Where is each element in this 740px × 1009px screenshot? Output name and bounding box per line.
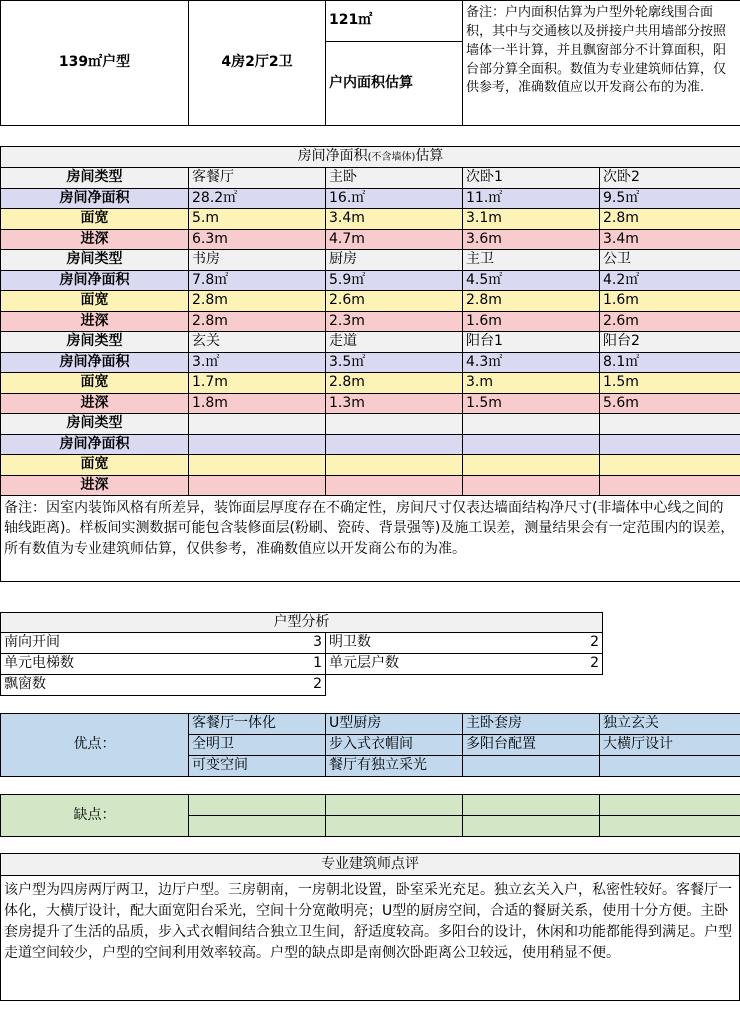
room-table: [0, 146, 740, 582]
pros-item: 可变空间: [189, 756, 326, 777]
room-cell: [189, 455, 326, 476]
pros-item: 全明卫: [189, 735, 326, 756]
room-cell: [189, 414, 326, 435]
review-text: 该户型为四房两厅两卫，边厅户型。三房朝南，一房朝北设置，卧室采光充足。独立玄关入户，私密性较好。客餐厅一体化，大横厅设计，配大面宽阳台采光，空间十分宽敞明亮；U型的厨房空间，合适的餐厨关系，使用十分方便。主卧套房提升了生活的品质，步入式衣帽间结合独立卫生间，舒适度较高。多阳台的设计，休闲和功能都能得到满足。户型走道空间较少，户型的空间利用效率较高。户型的缺点即是南侧次卧距离公卫较远，使用稍显不便。: [1, 876, 740, 1001]
review-title: 专业建筑师点评: [1, 854, 740, 876]
pros-label: 优点：: [1, 714, 189, 777]
room-cell: [326, 434, 463, 455]
room-cell: 5.m: [189, 209, 326, 230]
header-table: [0, 0, 740, 126]
room-cell: [600, 434, 740, 455]
room-section: [0, 146, 740, 582]
unit-type: 139㎡户型: [1, 1, 189, 126]
layout-type: 4房2厅2卫: [189, 1, 326, 126]
room-row-label: 房间净面积: [1, 188, 189, 209]
room-cell: [463, 414, 600, 435]
room-cell: 3.5㎡: [326, 352, 463, 373]
cons-item: [463, 795, 600, 816]
room-row-label: 房间净面积: [1, 270, 189, 291]
room-width-row: [1, 455, 740, 476]
room-cell: 2.8m: [189, 311, 326, 332]
room-cell: 4.5㎡: [463, 270, 600, 291]
room-depth-row: [1, 475, 740, 496]
room-row-label: 面宽: [1, 373, 189, 394]
room-table-title: [1, 147, 740, 168]
cons-item: [326, 795, 463, 816]
room-cell: 28.2㎡: [189, 188, 326, 209]
pros-item: 主卧套房: [463, 714, 600, 735]
room-cell: 阳台1: [463, 332, 600, 353]
room-cell: 1.3m: [326, 393, 463, 414]
room-cell: 主卫: [463, 250, 600, 271]
room-depth-row: [1, 229, 740, 250]
area-label: 户内面积估算: [326, 42, 463, 126]
room-cell: [463, 455, 600, 476]
header-section: [0, 0, 740, 126]
room-cell: 次卧2: [600, 168, 740, 189]
room-row-label: 进深: [1, 229, 189, 250]
room-cell: 3.㎡: [189, 352, 326, 373]
room-cell: 3.1m: [463, 209, 600, 230]
room-area-row: [1, 352, 740, 373]
room-cell: 1.8m: [189, 393, 326, 414]
room-cell: [326, 414, 463, 435]
pros-item: 客餐厅一体化: [189, 714, 326, 735]
room-cell: [189, 475, 326, 496]
area-note: 备注：户内面积估算为户型外轮廓线围合面积，其中与交通核以及拼接户共用墙部分按照墙体一半计算，并且飘窗部分不计算面积，阳台部分算全面积。数值为专业建筑师估算，仅供参考，准确数值应以开发商公布的为准.: [463, 1, 740, 126]
room-row-label: 房间类型: [1, 168, 189, 189]
room-cell: 4.7m: [326, 229, 463, 250]
room-type-row: [1, 250, 740, 271]
room-cell: [463, 475, 600, 496]
cons-item: [600, 795, 740, 816]
room-area-row: [1, 270, 740, 291]
room-title-small: (不含墙体): [367, 152, 416, 164]
cons-table: [0, 794, 740, 837]
analysis-value: 1: [189, 654, 326, 675]
room-width-row: [1, 291, 740, 312]
room-cell: 3.m: [463, 373, 600, 394]
room-cell: 2.3m: [326, 311, 463, 332]
room-cell: 16.㎡: [326, 188, 463, 209]
room-row-label: 面宽: [1, 291, 189, 312]
room-cell: 2.8m: [463, 291, 600, 312]
review-table: [0, 853, 740, 1001]
room-cell: [600, 455, 740, 476]
room-cell: 3.4m: [600, 229, 740, 250]
pros-item: 大横厅设计: [600, 735, 740, 756]
pros-table: [0, 713, 740, 777]
room-row-label: 房间净面积: [1, 434, 189, 455]
room-row-label: 进深: [1, 475, 189, 496]
room-depth-row: [1, 311, 740, 332]
room-cell: 3.6m: [463, 229, 600, 250]
room-cell: 1.6m: [600, 291, 740, 312]
room-body: [1, 168, 740, 496]
room-cell: 7.8㎡: [189, 270, 326, 291]
analysis-value: 2: [463, 633, 603, 654]
room-cell: [326, 475, 463, 496]
room-cell: [463, 434, 600, 455]
cons-item: [189, 795, 326, 816]
analysis-label: 单元电梯数: [1, 654, 189, 675]
analysis-section: [0, 612, 740, 696]
room-row-label: 房间类型: [1, 332, 189, 353]
pros-item: [600, 756, 740, 777]
room-cell: 走道: [326, 332, 463, 353]
cons-label: 缺点：: [1, 795, 189, 837]
room-cell: 1.5m: [463, 393, 600, 414]
room-cell: [600, 475, 740, 496]
room-type-row: [1, 168, 740, 189]
cons-section: [0, 794, 740, 837]
cons-item: [189, 816, 326, 837]
room-cell: 厨房: [326, 250, 463, 271]
room-cell: 5.9㎡: [326, 270, 463, 291]
room-cell: 玄关: [189, 332, 326, 353]
review-section: [0, 853, 740, 1001]
analysis-label: 飘窗数: [1, 675, 189, 696]
analysis-value: 2: [463, 654, 603, 675]
room-row-label: 房间净面积: [1, 352, 189, 373]
room-note: 备注：因室内装饰风格有所差异，装饰面层厚度存在不确定性，房间尺寸仅表达墙面结构净尺寸(非墙体中心线之间的轴线距离)。样板间实测数据可能包含装修面层(粉刷、瓷砖、背景强等)及施工误差，测量结果会有一定范围内的误差，所有数值为专业建筑师估算，仅供参考，准确数值应以开发商公布的为准。: [1, 496, 740, 582]
room-width-row: [1, 373, 740, 394]
room-title-end: 估算: [415, 148, 444, 165]
room-cell: 2.8m: [189, 291, 326, 312]
room-cell: 9.5㎡: [600, 188, 740, 209]
room-cell: 4.3㎡: [463, 352, 600, 373]
room-cell: [326, 455, 463, 476]
room-title-main: 房间净面积: [297, 148, 368, 165]
pros-item: [463, 756, 600, 777]
room-cell: 4.2㎡: [600, 270, 740, 291]
analysis-value: 3: [189, 633, 326, 654]
cons-item: [326, 816, 463, 837]
room-row-label: 进深: [1, 311, 189, 332]
analysis-label: 南向开间: [1, 633, 189, 654]
room-cell: 书房: [189, 250, 326, 271]
pros-item: 独立玄关: [600, 714, 740, 735]
room-row-label: 面宽: [1, 209, 189, 230]
room-cell: 11.㎡: [463, 188, 600, 209]
room-row-label: 进深: [1, 393, 189, 414]
room-cell: 2.8m: [326, 373, 463, 394]
room-depth-row: [1, 393, 740, 414]
room-type-row: [1, 332, 740, 353]
room-row-label: 房间类型: [1, 414, 189, 435]
room-cell: 主卧: [326, 168, 463, 189]
room-cell: 6.3m: [189, 229, 326, 250]
room-cell: 8.1㎡: [600, 352, 740, 373]
pros-item: U型厨房: [326, 714, 463, 735]
cons-item: [600, 816, 740, 837]
area-value: 121㎡: [326, 1, 463, 42]
room-row-label: 房间类型: [1, 250, 189, 271]
room-cell: 客餐厅: [189, 168, 326, 189]
room-cell: 2.6m: [326, 291, 463, 312]
room-cell: 2.8m: [600, 209, 740, 230]
room-cell: 5.6m: [600, 393, 740, 414]
room-width-row: [1, 209, 740, 230]
analysis-empty: [463, 675, 603, 696]
pros-item: 多阳台配置: [463, 735, 600, 756]
analysis-table: [0, 612, 603, 696]
analysis-label: 明卫数: [326, 633, 463, 654]
room-area-row: [1, 434, 740, 455]
room-cell: 1.5m: [600, 373, 740, 394]
room-cell: [189, 434, 326, 455]
room-cell: 1.6m: [463, 311, 600, 332]
room-cell: 1.7m: [189, 373, 326, 394]
pros-section: [0, 713, 740, 777]
room-row-label: 面宽: [1, 455, 189, 476]
analysis-title: 户型分析: [1, 613, 603, 633]
room-cell: 次卧1: [463, 168, 600, 189]
cons-item: [463, 816, 600, 837]
room-cell: [600, 414, 740, 435]
room-cell: 2.6m: [600, 311, 740, 332]
analysis-label: 单元层户数: [326, 654, 463, 675]
room-cell: 3.4m: [326, 209, 463, 230]
room-cell: 公卫: [600, 250, 740, 271]
pros-item: 步入式衣帽间: [326, 735, 463, 756]
analysis-empty: [326, 675, 463, 696]
analysis-value: 2: [189, 675, 326, 696]
room-cell: 阳台2: [600, 332, 740, 353]
pros-item: 餐厅有独立采光: [326, 756, 463, 777]
room-area-row: [1, 188, 740, 209]
room-type-row: [1, 414, 740, 435]
